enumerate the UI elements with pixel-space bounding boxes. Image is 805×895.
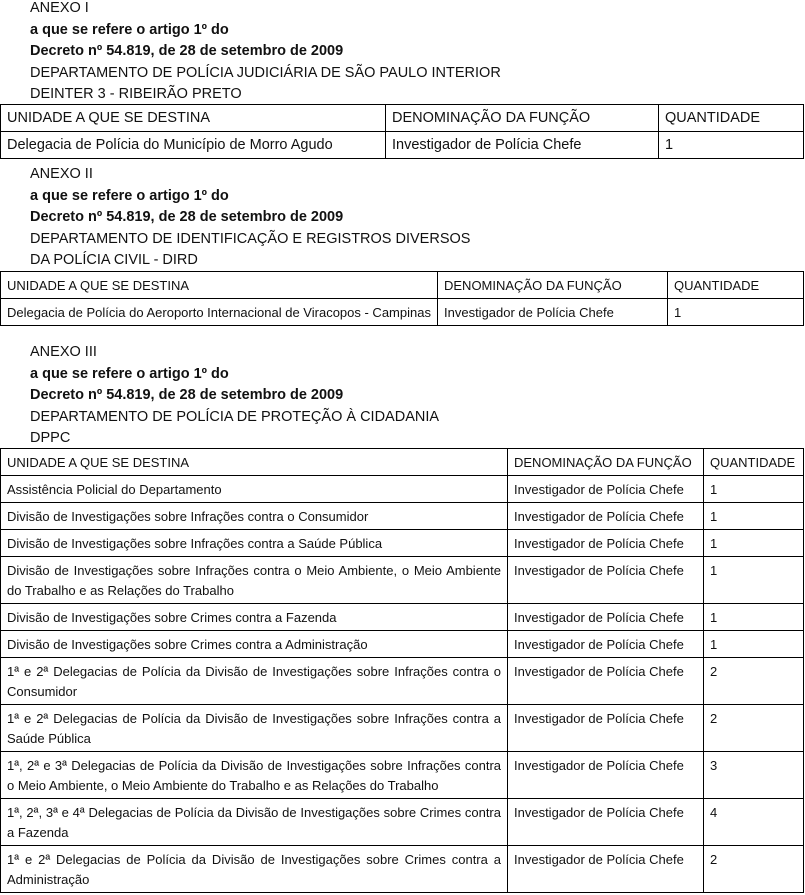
table-row xyxy=(1,846,804,893)
header-quantity: QUANTIDADE xyxy=(668,272,804,299)
anexo-1-subdepartment: DEINTER 3 - RIBEIRÃO PRETO xyxy=(30,86,242,102)
header-function: DENOMINAÇÃO DA FUNÇÃO xyxy=(438,272,668,299)
cell-unit: 1ª e 2ª Delegacias de Polícia da Divisão de Investigações sobre Crimes contra a Administração xyxy=(1,846,508,893)
anexo-1-department: DEPARTAMENTO DE POLÍCIA JUDICIÁRIA DE SÃO PAULO INTERIOR xyxy=(30,64,501,81)
cell-unit: 1ª e 2ª Delegacias de Polícia da Divisão de Investigações sobre Infrações contra o Consumidor xyxy=(1,658,508,705)
table-row xyxy=(1,705,804,752)
anexo-2-subdepartment: DA POLÍCIA CIVIL - DIRD xyxy=(30,252,198,268)
cell-function: Investigador de Polícia Chefe xyxy=(508,799,704,846)
table-header-row xyxy=(1,105,804,132)
cell-quantity: 1 xyxy=(704,631,804,658)
table-row xyxy=(1,752,804,799)
cell-unit: Divisão de Investigações sobre Infrações contra a Saúde Pública xyxy=(1,530,508,557)
anexo-3-decree: Decreto nº 54.819, de 28 de setembro de 2009 xyxy=(30,387,344,403)
cell-quantity: 2 xyxy=(704,705,804,752)
cell-unit: 1ª, 2ª e 3ª Delegacias de Polícia da Divisão de Investigações sobre Infrações contra o Meio Ambiente, o Meio Ambiente do Trabalho e as Relações do Trabalho xyxy=(1,752,508,799)
cell-quantity: 1 xyxy=(704,604,804,631)
table-row xyxy=(1,132,804,159)
cell-unit: Delegacia de Polícia do Aeroporto Internacional de Viracopos - Campinas xyxy=(1,299,438,326)
cell-quantity: 1 xyxy=(659,132,804,159)
anexo-2-decree: Decreto nº 54.819, de 28 de setembro de 2009 xyxy=(30,209,344,225)
header-unit: UNIDADE A QUE SE DESTINA xyxy=(1,449,508,476)
cell-quantity: 3 xyxy=(704,752,804,799)
anexo-2-department: DEPARTAMENTO DE IDENTIFICAÇÃO E REGISTROS DIVERSOS xyxy=(30,230,471,247)
anexo-2-ref: a que se refere o artigo 1º do xyxy=(30,187,229,204)
cell-unit: Divisão de Investigações sobre Infrações contra o Meio Ambiente, o Meio Ambiente do Trabalho e as Relações do Trabalho xyxy=(1,557,508,604)
cell-unit: Assistência Policial do Departamento xyxy=(1,476,508,503)
anexo-3-department: DEPARTAMENTO DE POLÍCIA DE PROTEÇÃO À CIDADANIA xyxy=(30,408,440,425)
header-quantity: QUANTIDADE xyxy=(704,449,804,476)
cell-unit: 1ª, 2ª, 3ª e 4ª Delegacias de Polícia da Divisão de Investigações sobre Crimes contra a Fazenda xyxy=(1,799,508,846)
table-header-row xyxy=(1,449,804,476)
cell-function: Investigador de Polícia Chefe xyxy=(508,476,704,503)
table-row xyxy=(1,557,804,604)
anexo-3-table-body xyxy=(1,476,804,893)
cell-function: Investigador de Polícia Chefe xyxy=(508,604,704,631)
table-row xyxy=(1,503,804,530)
table-row xyxy=(1,530,804,557)
cell-function: Investigador de Polícia Chefe xyxy=(508,846,704,893)
table-row xyxy=(1,299,804,326)
cell-function: Investigador de Polícia Chefe xyxy=(386,132,659,159)
anexo-3-title: ANEXO III xyxy=(30,344,97,360)
cell-quantity: 1 xyxy=(704,530,804,557)
cell-unit: Divisão de Investigações sobre Crimes contra a Fazenda xyxy=(1,604,508,631)
header-function: DENOMINAÇÃO DA FUNÇÃO xyxy=(508,449,704,476)
anexo-3-header xyxy=(30,342,439,450)
table-row xyxy=(1,799,804,846)
cell-quantity: 1 xyxy=(704,476,804,503)
cell-function: Investigador de Polícia Chefe xyxy=(508,752,704,799)
anexo-2-header xyxy=(30,164,470,272)
cell-quantity: 1 xyxy=(668,299,804,326)
anexo-1-table xyxy=(0,104,804,159)
anexo-1-decree: Decreto nº 54.819, de 28 de setembro de 2009 xyxy=(30,43,344,59)
cell-unit: Divisão de Investigações sobre Infrações contra o Consumidor xyxy=(1,503,508,530)
cell-quantity: 1 xyxy=(704,503,804,530)
cell-quantity: 1 xyxy=(704,557,804,604)
table-row xyxy=(1,631,804,658)
table-row xyxy=(1,604,804,631)
anexo-1-ref: a que se refere o artigo 1º do xyxy=(30,21,229,38)
cell-unit: Delegacia de Polícia do Município de Morro Agudo xyxy=(1,132,386,159)
cell-function: Investigador de Polícia Chefe xyxy=(508,658,704,705)
anexo-2-table xyxy=(0,271,804,326)
anexo-1-title: ANEXO I xyxy=(30,0,89,16)
cell-function: Investigador de Polícia Chefe xyxy=(508,503,704,530)
anexo-1-header xyxy=(30,0,501,106)
anexo-3-subdepartment: DPPC xyxy=(30,430,71,446)
cell-unit: 1ª e 2ª Delegacias de Polícia da Divisão de Investigações sobre Infrações contra a Saúde Pública xyxy=(1,705,508,752)
cell-quantity: 2 xyxy=(704,658,804,705)
anexo-2-title: ANEXO II xyxy=(30,166,93,182)
cell-quantity: 2 xyxy=(704,846,804,893)
anexo-3-ref: a que se refere o artigo 1º do xyxy=(30,365,229,382)
cell-function: Investigador de Polícia Chefe xyxy=(508,530,704,557)
cell-function: Investigador de Polícia Chefe xyxy=(508,705,704,752)
cell-function: Investigador de Polícia Chefe xyxy=(508,631,704,658)
table-header-row xyxy=(1,272,804,299)
header-unit: UNIDADE A QUE SE DESTINA xyxy=(1,105,386,132)
header-function: DENOMINAÇÃO DA FUNÇÃO xyxy=(386,105,659,132)
table-row xyxy=(1,476,804,503)
cell-unit: Divisão de Investigações sobre Crimes contra a Administração xyxy=(1,631,508,658)
table-row xyxy=(1,658,804,705)
anexo-3-table xyxy=(0,448,804,893)
cell-function: Investigador de Polícia Chefe xyxy=(508,557,704,604)
cell-quantity: 4 xyxy=(704,799,804,846)
cell-function: Investigador de Polícia Chefe xyxy=(438,299,668,326)
header-unit: UNIDADE A QUE SE DESTINA xyxy=(1,272,438,299)
header-quantity: QUANTIDADE xyxy=(659,105,804,132)
